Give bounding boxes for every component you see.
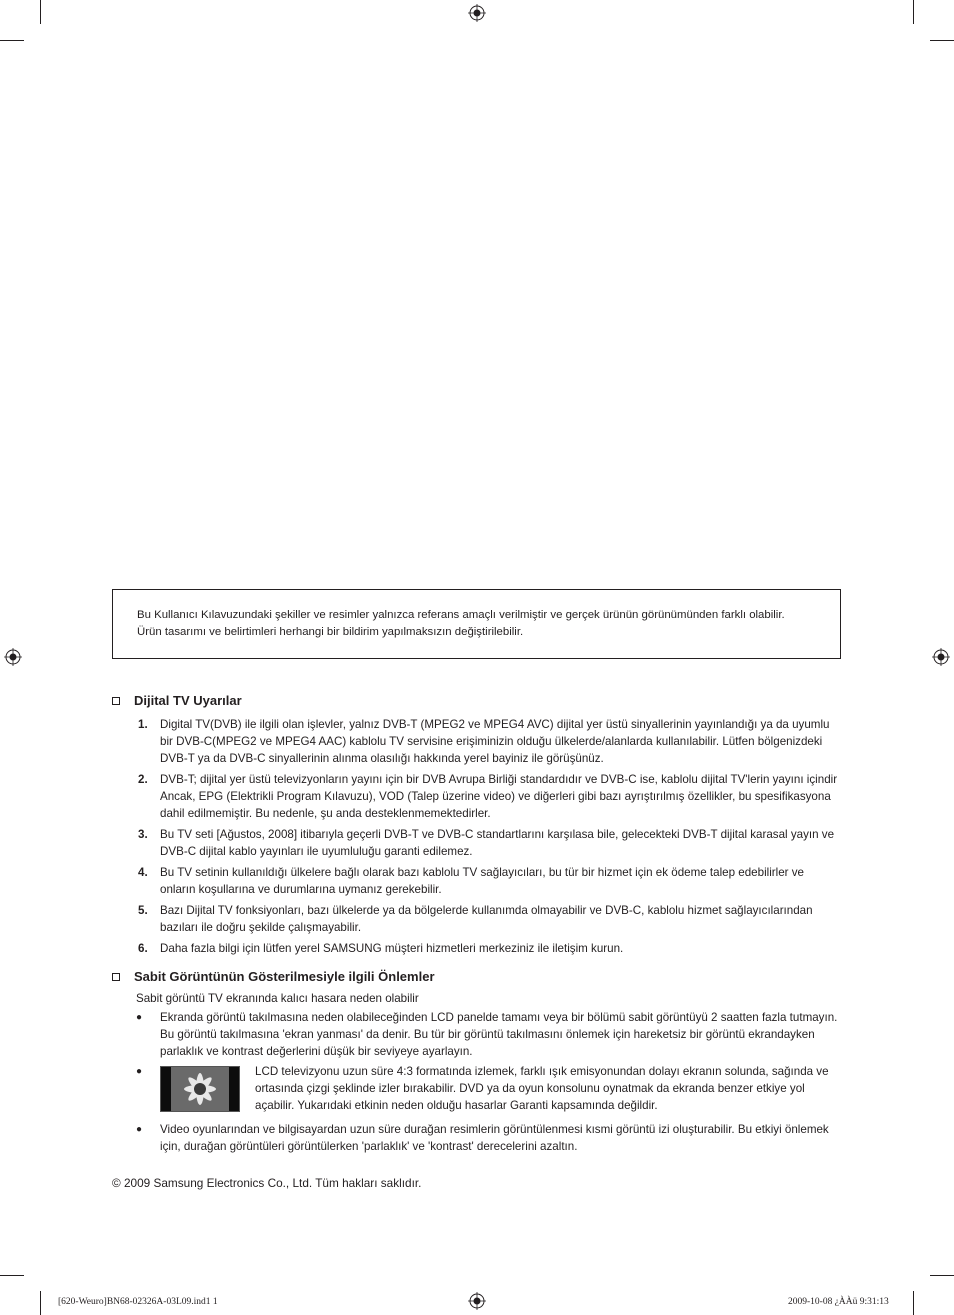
item-text: Bu TV setinin kullanıldığı ülkelere bağlı olarak bazı kablolu TV sağlayıcıları, bu tür bir hizmet için ek ödeme talep edebilirler ve onların koşullarına ve durumlarına uymanız gerekebilir. [160, 866, 805, 896]
item-text: Digital TV(DVB) ile ilgili olan işlevler, yalnız DVB-T (MPEG2 ve MPEG4 AVC) dijital yer üstü sinyallerinin yayınlandığı ya da uyumlu bir DVB-C(MPEG2 ve MPEG4 AAC) kablolu TV servisine erişiminizin olduğu ülkelerde/alanlarda kullanılabilir. Lütfen bölgenizdeki DVB-T ya da DVB-C sinyallerinin alınma olasılığı hakkında yerel bayiniz ile görüşünüz. [160, 718, 830, 765]
item-number: 6. [138, 942, 148, 955]
checkbox-square-icon [112, 697, 120, 705]
crop-mark [913, 1291, 914, 1315]
bullet-text: Video oyunlarından ve bilgisayardan uzun süre durağan resimlerin görüntülenmesi kısmi görüntü izi oluşturabilir. Bu etkiyi önlemek için, durağan görüntüleri görüntülerken 'parlaklık' ve 'kontrast' derecelerini azaltın. [160, 1123, 829, 1153]
registration-mark-icon [468, 1292, 486, 1310]
slug-right: 2009-10-08 ¿ÀÀü 9:31:13 [788, 1297, 889, 1307]
section-intro: Sabit görüntü TV ekranında kalıcı hasara neden olabilir [136, 992, 419, 1005]
slug-left: [620-Weuro]BN68-02326A-03L09.ind1 1 [58, 1297, 218, 1307]
section-title-still-image [112, 969, 435, 984]
list-item [112, 940, 842, 957]
flower-image-icon [161, 1067, 239, 1111]
crop-mark [930, 40, 954, 41]
crop-mark [930, 1275, 954, 1276]
section-title-text: Dijital TV Uyarılar [134, 693, 242, 708]
notice-line: Bu Kullanıcı Kılavuzundaki şekiller ve resimler yalnızca referans amaçlı verilmiştir ve gerçek ürünün görünümünden farklı olabilir. [137, 609, 785, 621]
notice-line: Ürün tasarımı ve belirtimleri herhangi bir bildirim yapılmaksızın değiştirilebilir. [137, 626, 524, 638]
crop-mark [913, 0, 914, 24]
crop-mark [0, 1275, 24, 1276]
bullet-icon: ● [136, 1066, 143, 1077]
bullet-item [136, 1121, 842, 1155]
list-item [112, 771, 842, 822]
item-text: Bazı Dijital TV fonksiyonları, bazı ülkelerde ya da bölgelerde kullanımda olmayabilir ve DVB-C, kablolu hizmet sağlayıcılarından bazıları ile doğru şekilde çalışmayabilir. [160, 904, 813, 934]
digital-tv-warnings-list [112, 716, 842, 961]
bullet-item [136, 1063, 842, 1114]
item-number: 3. [138, 828, 148, 841]
list-item [112, 864, 842, 898]
bullet-text: LCD televizyonu uzun süre 4:3 formatında izlemek, farklı ışık emisyonundan dolayı ekranın solunda, sağında ve ortasında çizgi şeklinde izler bırakabilir. DVD ya da oyun konsolunu oynatmak da ekranda benzer etkiye yol açabilir. Yukarıdaki etkinin neden olduğu hasarlar Garanti kapsamında değildir. [255, 1065, 829, 1112]
item-text: Daha fazla bilgi için lütfen yerel SAMSUNG müşteri hizmetleri merkeziniz ile iletişim kurun. [160, 942, 624, 955]
item-number: 5. [138, 904, 148, 917]
item-text: Bu TV seti [Ağustos, 2008] itibarıyla geçerli DVB-T ve DVB-C standartlarını karşılasa bile, gelecekteki DVB-T dijital karasal yayın ve DVB-C dijital kablo yayınları ile uyumluluğu garanti edilemez. [160, 828, 835, 858]
bullet-text: Ekranda görüntü takılmasına neden olabileceğinden LCD panelde tamamı veya bir bölümü sabit görüntüyü 2 saatten fazla tutmayın. Bu görüntü takılmasına 'ekran yanması' da denir. Bu tür bir görüntü takılmasını önlemek için hareketsiz bir görüntü ekrandayken parlaklık ve kontrast değerlerini düşük bir seviyeye ayarlayın. [160, 1011, 838, 1058]
bullet-item [136, 1009, 842, 1060]
tv-screen-image [160, 1066, 240, 1112]
item-text: DVB-T; dijital yer üstü televizyonların yayını için bir DVB Avrupa Birliği standardıdır ve DVB-C ise, kablolu dijital TV'lerin yayını içindir Ancak, EPG (Elektrikli Program Kılavuzu), VOD (Talep üzerine video) ve diğerleri gibi bazı ayrıştırılmış özellikler, bu spesifikasyona dahil edilmemiştir. Bu nedenle, şu anda desteklenmemektedirler. [160, 773, 838, 820]
crop-mark [40, 0, 41, 24]
copyright: © 2009 Samsung Electronics Co., Ltd. Tüm hakları saklıdır. [112, 1176, 422, 1190]
bullet-icon: ● [136, 1124, 143, 1135]
checkbox-square-icon [112, 973, 120, 981]
item-number: 2. [138, 773, 148, 786]
bullet-icon: ● [136, 1012, 143, 1023]
item-number: 1. [138, 718, 148, 731]
crop-mark [0, 40, 24, 41]
registration-mark-icon [4, 648, 22, 666]
crop-mark [40, 1291, 41, 1315]
section-title-text: Sabit Görüntünün Gösterilmesiyle ilgili Önlemler [134, 969, 435, 984]
item-number: 4. [138, 866, 148, 879]
registration-mark-icon [932, 648, 950, 666]
section-title-digital-tv [112, 693, 242, 708]
list-item [112, 826, 842, 860]
list-item [112, 902, 842, 936]
registration-mark-icon [468, 4, 486, 22]
notice-box [112, 589, 841, 659]
list-item [112, 716, 842, 767]
